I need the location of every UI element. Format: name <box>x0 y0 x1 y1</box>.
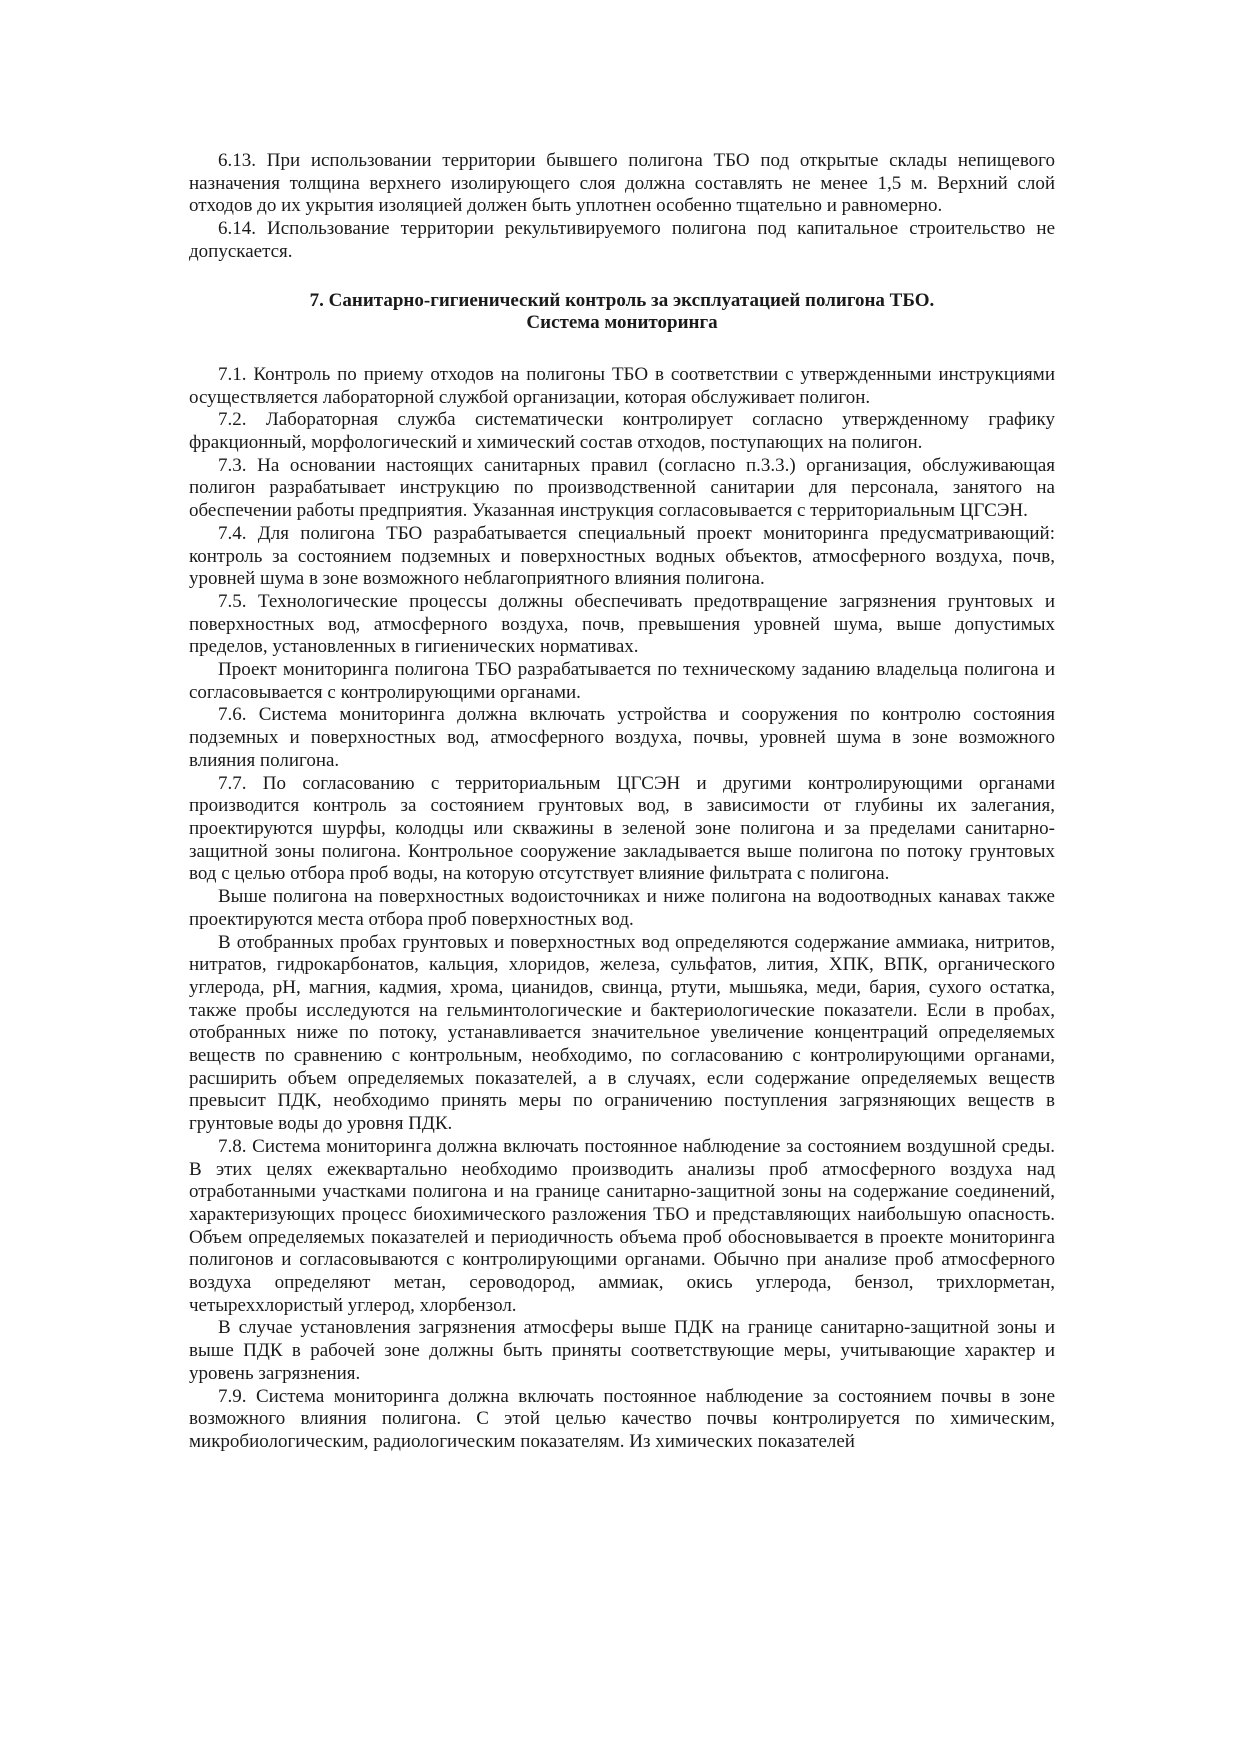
paragraph-7-2: 7.2. Лабораторная служба систематически контролирует согласно утвержденному графику фракционный, морфологический и химический состав отходов, поступающих на полигон. <box>189 409 1055 454</box>
paragraph-7-8: 7.8. Система мониторинга должна включать постоянное наблюдение за состоянием воздушной среды. В этих целях ежеквартально необходимо производить анализы проб атмосферного воздуха над отработанными участками полигона и на границе санитарно-защитной зоны на содержание соединений, характеризующих процесс биохимического разложения ТБО и представляющих наибольшую опасность. Объем определяемых показателей и периодичность объема проб обосновывается в проекте мониторинга полигонов и согласовываются с контролирующими органами. Обычно при анализе проб атмосферного воздуха определяют метан, сероводород, аммиак, окись углерода, бензол, трихлорметан, четыреххлористый углерод, хлорбензол. <box>189 1135 1055 1316</box>
paragraph-air-pollution-measures: В случае установления загрязнения атмосферы выше ПДК на границе санитарно-защитной зоны и выше ПДК в рабочей зоне должны быть приняты соответствующие меры, учитывающие характер и уровень загрязнения. <box>189 1317 1055 1384</box>
section-7-heading-line-2: Система мониторинга <box>526 312 718 334</box>
paragraph-6-14: 6.14. Использование территории рекультивируемого полигона под капитальное строительство не допускается. <box>189 218 1055 262</box>
section-7-heading-line-1: 7. Санитарно-гигиенический контроль за эксплуатацией полигона ТБО. <box>309 289 935 311</box>
paragraph-7-7: 7.7. По согласованию с территориальным ЦГСЭН и другими контролирующими органами производится контроль за состоянием грунтовых вод, в зависимости от глубины их залегания, проектируются шурфы, колодцы или скважины в зеленой зоне полигона и за пределами санитарно-защитной зоны полигона. Контрольное сооружение закладывается выше полигона по потоку грунтовых вод с целью отбора проб воды, на которую отсутствует влияние фильтрата с полигона. <box>189 772 1055 885</box>
paragraph-7-1: 7.1. Контроль по приему отходов на полигоны ТБО в соответствии с утвержденными инструкциями осуществляется лабораторной службой организации, которая обслуживает полигон. <box>189 363 1055 408</box>
paragraph-surface-water-sampling: Выше полигона на поверхностных водоисточниках и ниже полигона на водоотводных канавах также проектируются места отбора проб поверхностных вод. <box>189 886 1055 930</box>
section-7-heading <box>189 290 1055 335</box>
paragraph-6-13: 6.13. При использовании территории бывшего полигона ТБО под открытые склады непищевого назначения толщина верхнего изолирующего слоя должна составлять не менее 1,5 м. Верхний слой отходов до их укрытия изоляцией должен быть уплотнен особенно тщательно и равномерно. <box>189 150 1055 217</box>
document-page <box>189 150 1055 1454</box>
paragraph-7-6: 7.6. Система мониторинга должна включать устройства и сооружения по контролю состояния подземных и поверхностных вод, атмосферного воздуха, почвы, уровней шума в зоне возможного влияния полигона. <box>189 704 1055 771</box>
paragraph-7-4: 7.4. Для полигона ТБО разрабатывается специальный проект мониторинга предусматривающий: контроль за состоянием подземных и поверхностных водных объектов, атмосферного воздуха, почв, уровней шума в зоне возможного неблагоприятного влияния полигона. <box>189 522 1055 590</box>
paragraph-monitoring-project: Проект мониторинга полигона ТБО разрабатывается по техническому заданию владельца полигона и согласовывается с контролирующими органами. <box>189 659 1055 703</box>
paragraph-7-5: 7.5. Технологические процессы должны обеспечивать предотвращение загрязнения грунтовых и поверхностных вод, атмосферного воздуха, почв, превышения уровней шума, выше допустимых пределов, установленных в гигиенических нормативах. <box>189 590 1055 658</box>
paragraph-water-analysis: В отобранных пробах грунтовых и поверхностных вод определяются содержание аммиака, нитритов, нитратов, гидрокарбонатов, кальция, хлоридов, железа, сульфатов, лития, ХПК, ВПК, органического углерода, pH, магния, кадмия, хрома, цианидов, свинца, ртути, мышьяка, меди, бария, сухого остатка, также пробы исследуются на гельминтологические и бактериологические показатели. Если в пробах, отобранных ниже по потоку, устанавливается значительное увеличение концентраций определяемых веществ по сравнению с контрольным, необходимо, по согласованию с контролирующими органами, расширить объем определяемых показателей, а в случаях, если содержание определяемых веществ превысит ПДК, необходимо принять меры по ограничению поступления загрязняющих веществ в грунтовые воды до уровня ПДК. <box>189 931 1055 1135</box>
paragraph-7-9: 7.9. Система мониторинга должна включать постоянное наблюдение за состоянием почвы в зоне возможного влияния полигона. С этой целью качество почвы контролируется по химическим, микробиологическим, радиологическим показателям. Из химических показателей <box>189 1385 1055 1452</box>
paragraph-7-3: 7.3. На основании настоящих санитарных правил (согласно п.3.3.) организация, обслуживающая полигон разрабатывает инструкцию по производственной санитарии для персонала, занятого на обеспечении работы предприятия. Указанная инструкция согласовывается с территориальным ЦГСЭН. <box>189 454 1055 522</box>
